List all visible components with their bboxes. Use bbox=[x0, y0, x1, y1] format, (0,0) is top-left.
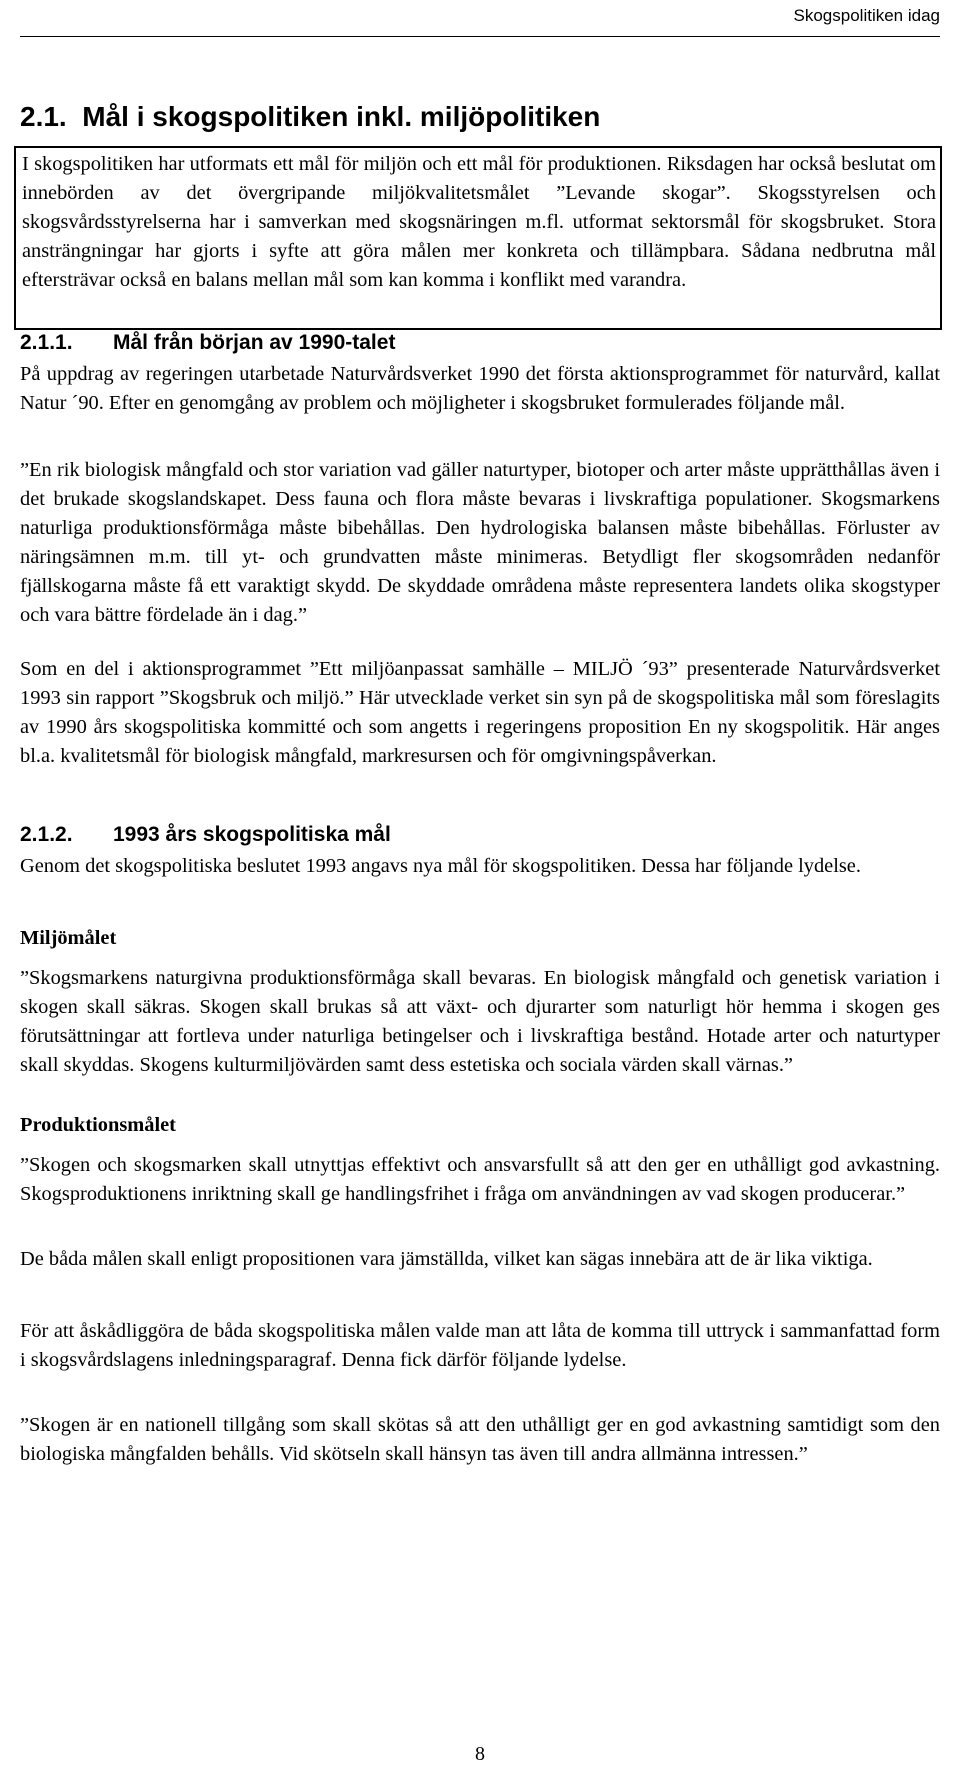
section-title bbox=[20, 100, 600, 134]
section-title-text: Mål i skogspolitiken inkl. miljöpolitiken bbox=[82, 101, 601, 132]
quote-forestry-act: ”Skogen är en nationell tillgång som skall skötas så att den uthålligt ger en god avkastning samtidigt som den biologiska mångfalden behålls. Vid skötseln skall hänsyn tas även till andra allmänna intressen.” bbox=[20, 1414, 940, 1465]
label-environment-goal: Miljömålet bbox=[20, 927, 117, 949]
paragraph-equal-goals: De båda målen skall enligt propositionen vara jämställda, vilket kan sägas innebära att de är lika viktiga. bbox=[20, 1248, 873, 1270]
intro-box bbox=[14, 146, 942, 330]
label-production-goal: Produktionsmålet bbox=[20, 1114, 176, 1136]
section-number: 2.1. bbox=[20, 101, 67, 132]
running-header: Skogspolitiken idag bbox=[793, 6, 940, 25]
subsection-number-1: 2.1.1. bbox=[20, 331, 73, 354]
paragraph-miljo93: Som en del i aktionsprogrammet ”Ett miljöanpassat samhälle – MILJÖ ´93” presenterade Naturvårdsverket 1993 sin rapport ”Skogsbruk och miljö.” Här utvecklade verket sin syn på de skogspolitiska mål som föreslagits av 1990 års skogspolitiska kommitté och som angetts i regeringens proposition En ny skogspolitik. Här anges bl.a. kvalitetsmål för biologisk mångfald, markresursen och för omgivningspåverkan. bbox=[20, 658, 940, 767]
subsection-title-1: Mål från början av 1990-talet bbox=[113, 331, 396, 354]
subsection-title-2: 1993 års skogspolitiska mål bbox=[113, 823, 391, 846]
header-rule bbox=[20, 36, 940, 37]
intro-paragraph: I skogspolitiken har utformats ett mål för miljön och ett mål för produktionen. Riksdagen har också beslutat om innebörden av det övergripande miljökvalitetsmålet ”Levande skogar”. Skogsstyrelsen och skogsvårdsstyrelserna har i samverkan med skogsnäringen m.fl. utformat sektorsmål för skogsbruket. Stora ansträngningar har gjorts i syfte att göra målen mer konkreta och tillämpbara. Sådana nedbrutna mål eftersträvar också en balans mellan mål som kan komma i konflikt med varandra. bbox=[22, 153, 936, 291]
paragraph-1993-decision: Genom det skogspolitiska beslutet 1993 angavs nya mål för skogspolitiken. Dessa har följande lydelse. bbox=[20, 855, 861, 877]
quote-natur90: ”En rik biologisk mångfald och stor variation vad gäller naturtyper, biotoper och arter måste upprätthållas även i det brukade skogslandskapet. Dess fauna och flora måste bevaras i livskraftiga populationer. Skogsmarkens naturliga produktionsförmåga måste bibehållas. Den hydrologiska balansen måste bibehållas. Förluster av näringsämnen m.m. till yt- och grundvatten måste minimeras. Betydligt fler skogsområden nedanför fjällskogarna måste få ett varaktigt skydd. De skyddade områdena måste representera landets olika skogstyper och vara bättre fördelade än i dag.” bbox=[20, 459, 940, 626]
subsection-number-2: 2.1.2. bbox=[20, 823, 73, 846]
quote-production-goal: ”Skogen och skogsmarken skall utnyttjas effektivt och ansvarsfullt så att den ger en uthålligt god avkastning. Skogsproduktionens inriktning skall ge handlingsfrihet i fråga om användningen av vad skogen producerar.” bbox=[20, 1154, 940, 1205]
quote-environment-goal: ”Skogsmarkens naturgivna produktionsförmåga skall bevaras. En biologisk mångfald och genetisk variation i skogen skall säkras. Skogen skall brukas så att växt- och djurarter som naturligt hör hemma i skogen ges förutsättningar att fortleva under naturliga betingelser och i livskraftiga bestånd. Hotade arter och naturtyper skall skyddas. Skogens kulturmiljövärden samt dess estetiska och sociala värden skall värnas.” bbox=[20, 967, 940, 1076]
page-number: 8 bbox=[475, 1743, 485, 1765]
subsection-heading-2 bbox=[20, 822, 391, 848]
paragraph-law-intro: För att åskådliggöra de båda skogspolitiska målen valde man att låta de komma till uttryck i sammanfattad form i skogsvårdslagens inledningsparagraf. Denna fick därför följande lydelse. bbox=[20, 1320, 940, 1371]
paragraph-natur90: På uppdrag av regeringen utarbetade Naturvårdsverket 1990 det första aktionsprogrammet för naturvård, kallat Natur ´90. Efter en genomgång av problem och möjligheter i skogsbruket formulerades följande mål. bbox=[20, 363, 940, 414]
subsection-heading-1 bbox=[20, 330, 395, 356]
